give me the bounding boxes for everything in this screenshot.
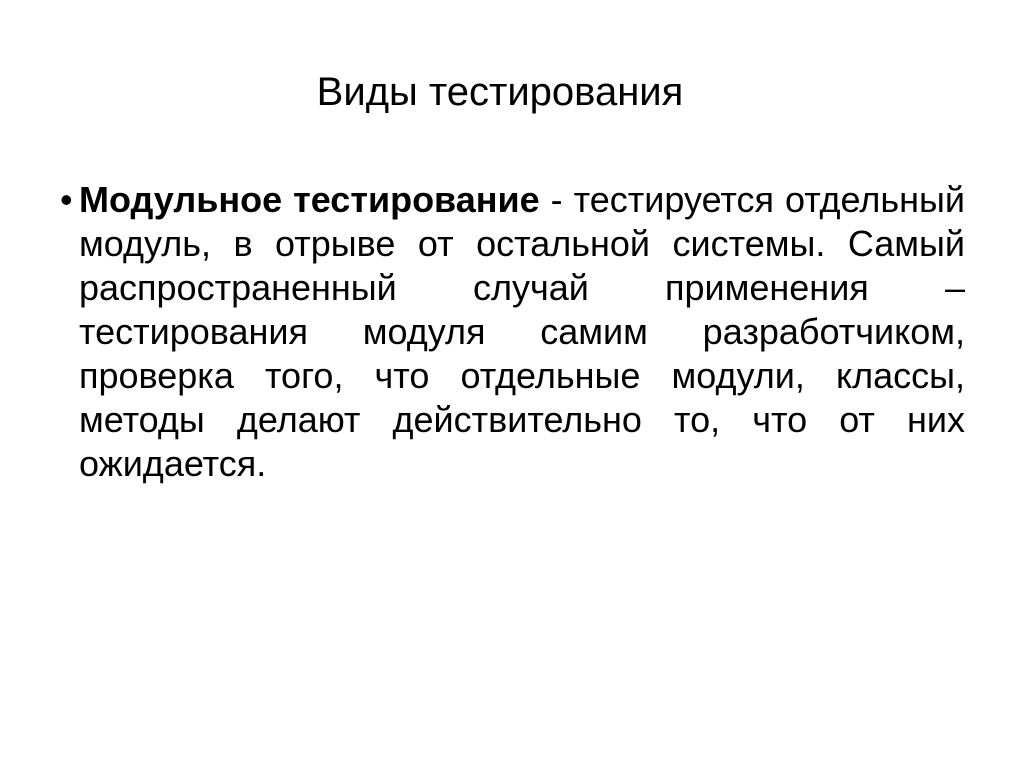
- slide-title: Виды тестирования: [316, 70, 684, 114]
- bullet-marker: •: [60, 179, 73, 220]
- bullet-item: [60, 178, 965, 486]
- bullet-text: - тестируется отдельный модуль, в отрыве от остальной системы. Самый распространенный случай применения – тестирования модуля самим разработчиком, проверка того, что отдельные модули, классы, методы делают действительно то, что от них ожидается.: [79, 179, 965, 484]
- bullet-term: Модульное тестирование: [79, 179, 540, 220]
- slide-body: [60, 178, 965, 486]
